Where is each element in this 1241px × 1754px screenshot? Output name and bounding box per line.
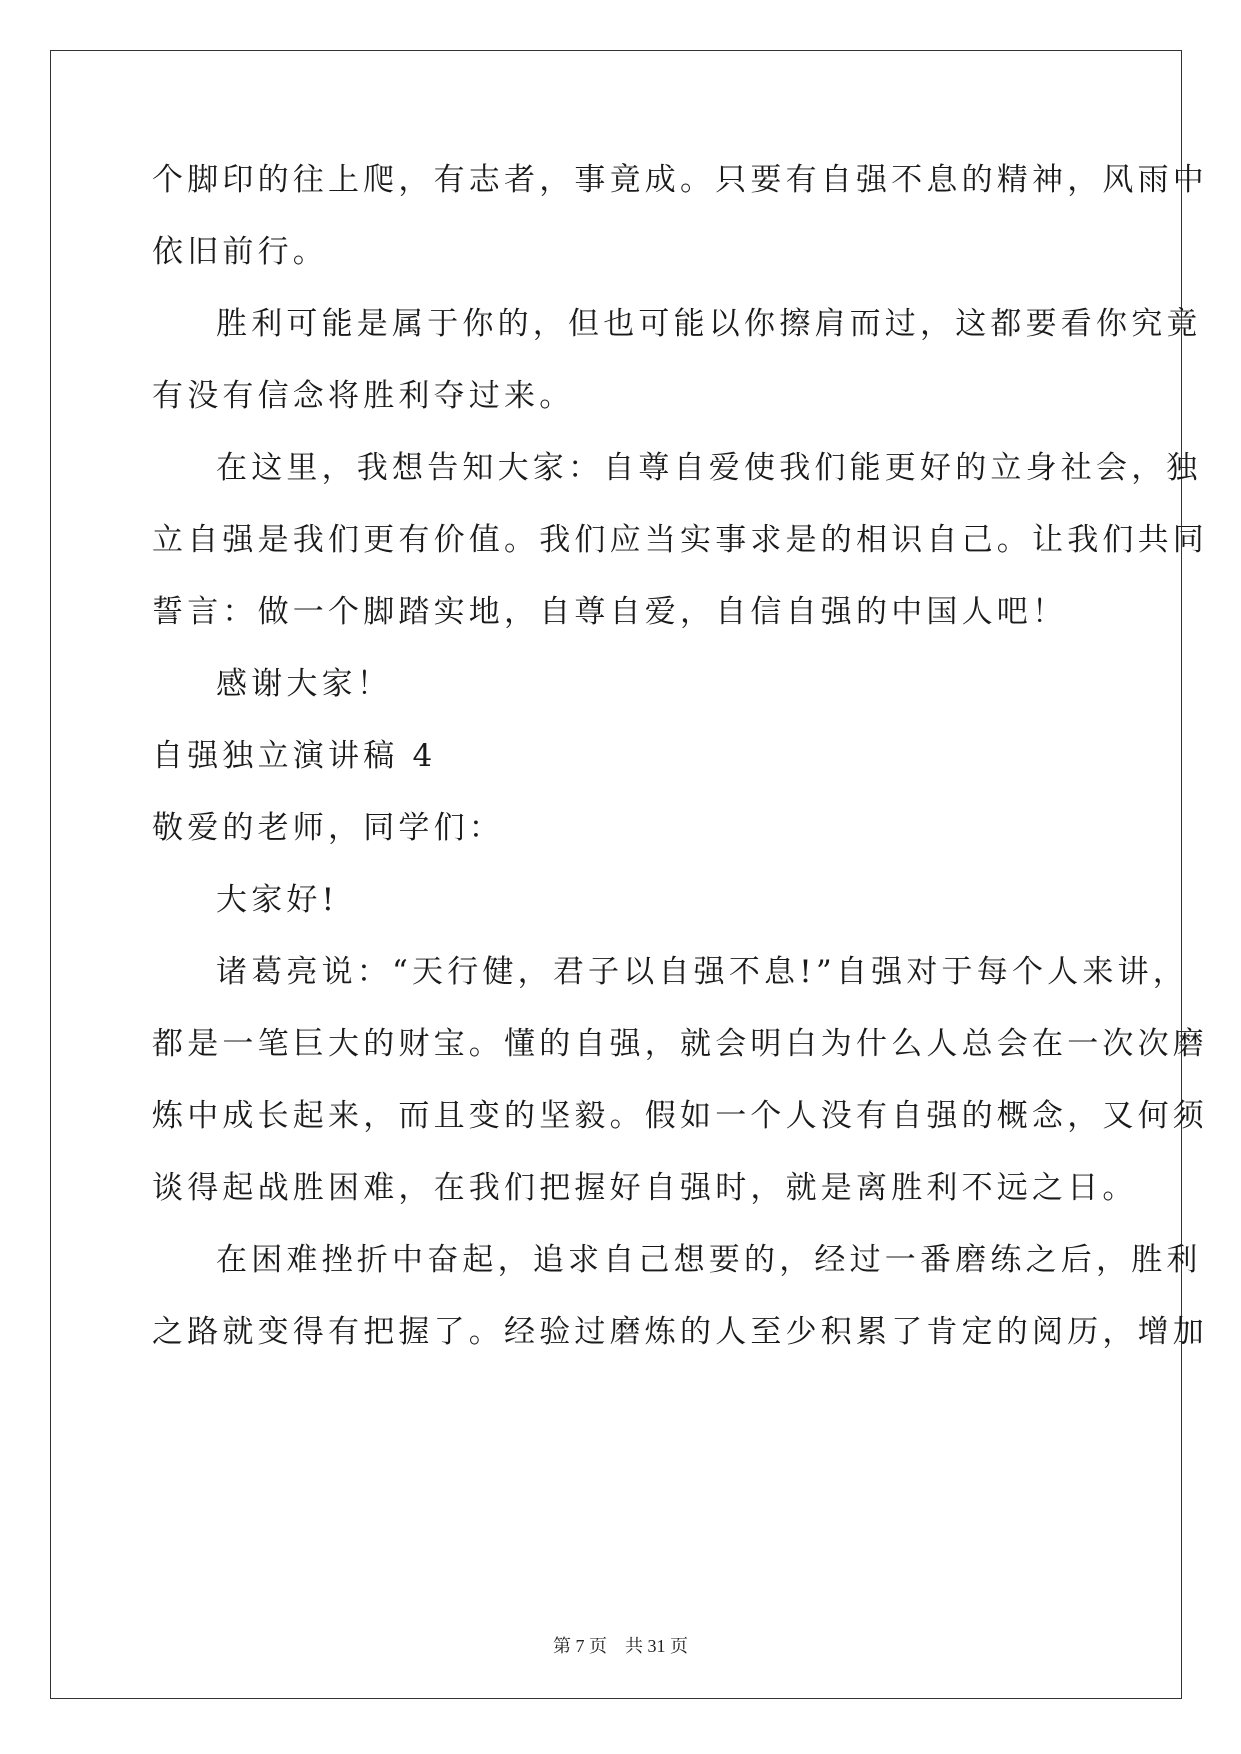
paragraph-continuation-line: 依旧前行。 (152, 234, 328, 270)
closing-thanks: 感谢大家！ (216, 666, 392, 702)
paragraph-line: 胜利可能是属于你的，但也可能以你擦肩而过，这都要看你究竟 (216, 306, 1202, 342)
section-title: 自强独立演讲稿 4 (152, 738, 437, 774)
paragraph-line: 谈得起战胜困难，在我们把握好自强时，就是离胜利不远之日。 (152, 1170, 1138, 1206)
paragraph-line: 炼中成长起来，而且变的坚毅。假如一个人没有自强的概念，又何须 (152, 1098, 1208, 1134)
paragraph-line: 有没有信念将胜利夺过来。 (152, 378, 575, 414)
salutation: 敬爱的老师，同学们： (152, 810, 504, 846)
paragraph-continuation-line: 个脚印的往上爬，有志者，事竟成。只要有自强不息的精神，风雨中 (152, 162, 1208, 198)
paragraph-line: 都是一笔巨大的财宝。懂的自强，就会明白为什么人总会在一次次磨 (152, 1026, 1208, 1062)
paragraph-line: 在困难挫折中奋起，追求自己想要的，经过一番磨练之后，胜利 (216, 1242, 1202, 1278)
paragraph-line: 诸葛亮说：“天行健，君子以自强不息!”自强对于每个人来讲， (216, 954, 1188, 990)
page-frame (50, 50, 1182, 1699)
greeting: 大家好! (216, 882, 339, 918)
page-number-current: 第 7 页 (553, 1636, 607, 1656)
paragraph-line: 誓言：做一个脚踏实地，自尊自爱，自信自强的中国人吧！ (152, 594, 1068, 630)
paragraph-line: 在这里，我想告知大家：自尊自爱使我们能更好的立身社会，独 (216, 450, 1202, 486)
paragraph-line: 之路就变得有把握了。经验过磨炼的人至少积累了肯定的阅历，增加 (152, 1314, 1208, 1350)
paragraph-line: 立自强是我们更有价值。我们应当实事求是的相识自己。让我们共同 (152, 522, 1208, 558)
page-footer (0, 1632, 1241, 1658)
page-number-total: 共 31 页 (625, 1636, 688, 1656)
